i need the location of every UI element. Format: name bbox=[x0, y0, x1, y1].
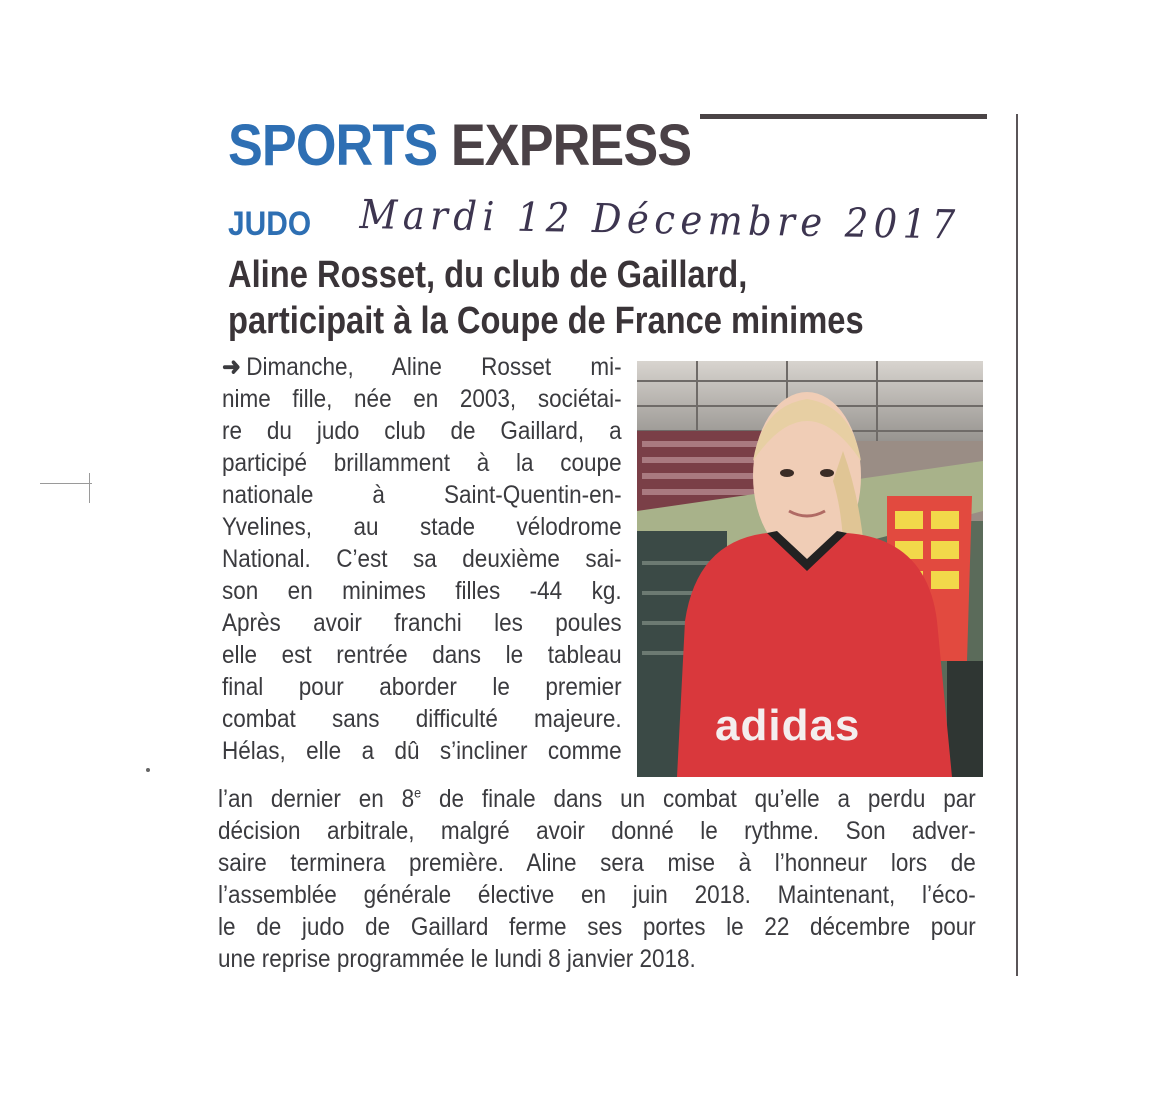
shirt-logo: adidas bbox=[715, 701, 861, 750]
headline-line-1: Aline Rosset, du club de Gaillard, bbox=[228, 254, 748, 296]
article-line: National. C’est sa deuxième sai- bbox=[222, 545, 622, 573]
arrow-icon: ➜ bbox=[222, 353, 241, 381]
article-line: combat sans difficulté majeure. bbox=[222, 705, 622, 733]
article-line: Hélas, elle a dû s’incliner comme bbox=[222, 737, 622, 765]
article-line: Après avoir franchi les poules bbox=[222, 609, 622, 637]
article-line: nationale à Saint-Quentin-en- bbox=[222, 481, 622, 509]
headline-line-2: participait à la Coupe de France minimes bbox=[228, 300, 864, 342]
clipping-right-border bbox=[1016, 114, 1018, 976]
article-line: l’assemblée générale élective en juin 2018. Maintenant, l’éco- bbox=[218, 881, 976, 909]
article-column bbox=[222, 351, 622, 767]
article-line: final pour aborder le premier bbox=[222, 673, 622, 701]
article-line: le de judo de Gaillard ferme ses portes le 22 décembre pour bbox=[218, 913, 976, 941]
masthead-express: EXPRESS bbox=[450, 113, 692, 178]
handwritten-date: Mardi 12 Décembre 2017 bbox=[359, 192, 961, 249]
article-photo bbox=[637, 361, 983, 777]
article-line: décision arbitrale, malgré avoir donné le rythme. Son adver- bbox=[218, 817, 976, 845]
scan-crop-mark bbox=[89, 473, 90, 503]
article-line: son en minimes filles -44 kg. bbox=[222, 577, 622, 605]
article-line: elle est rentrée dans le tableau bbox=[222, 641, 622, 669]
article-line: re du judo club de Gaillard, a bbox=[222, 417, 622, 445]
article-line: participé brillamment à la coupe bbox=[222, 449, 622, 477]
article-line: l’an dernier en 8e de finale dans un combat qu’elle a perdu par bbox=[218, 784, 976, 813]
article-line: nime fille, née en 2003, sociétai- bbox=[222, 385, 622, 413]
section-kicker: JUDO bbox=[228, 205, 312, 243]
article-line: Yvelines, au stade vélodrome bbox=[222, 513, 622, 541]
masthead-sports: SPORTS bbox=[228, 113, 438, 178]
article-line: saire terminera première. Aline sera mise à l’honneur lors de bbox=[218, 849, 976, 877]
article-line: ➜ Dimanche, Aline Rosset mi- bbox=[222, 353, 622, 381]
headline bbox=[228, 252, 864, 344]
masthead bbox=[228, 112, 691, 179]
article-line: une reprise programmée le lundi 8 janvier 2018. bbox=[218, 945, 696, 973]
scan-crop-mark bbox=[40, 483, 92, 484]
article-wide bbox=[218, 783, 976, 975]
clipping-top-border bbox=[700, 114, 987, 119]
scan-speck bbox=[146, 768, 150, 772]
